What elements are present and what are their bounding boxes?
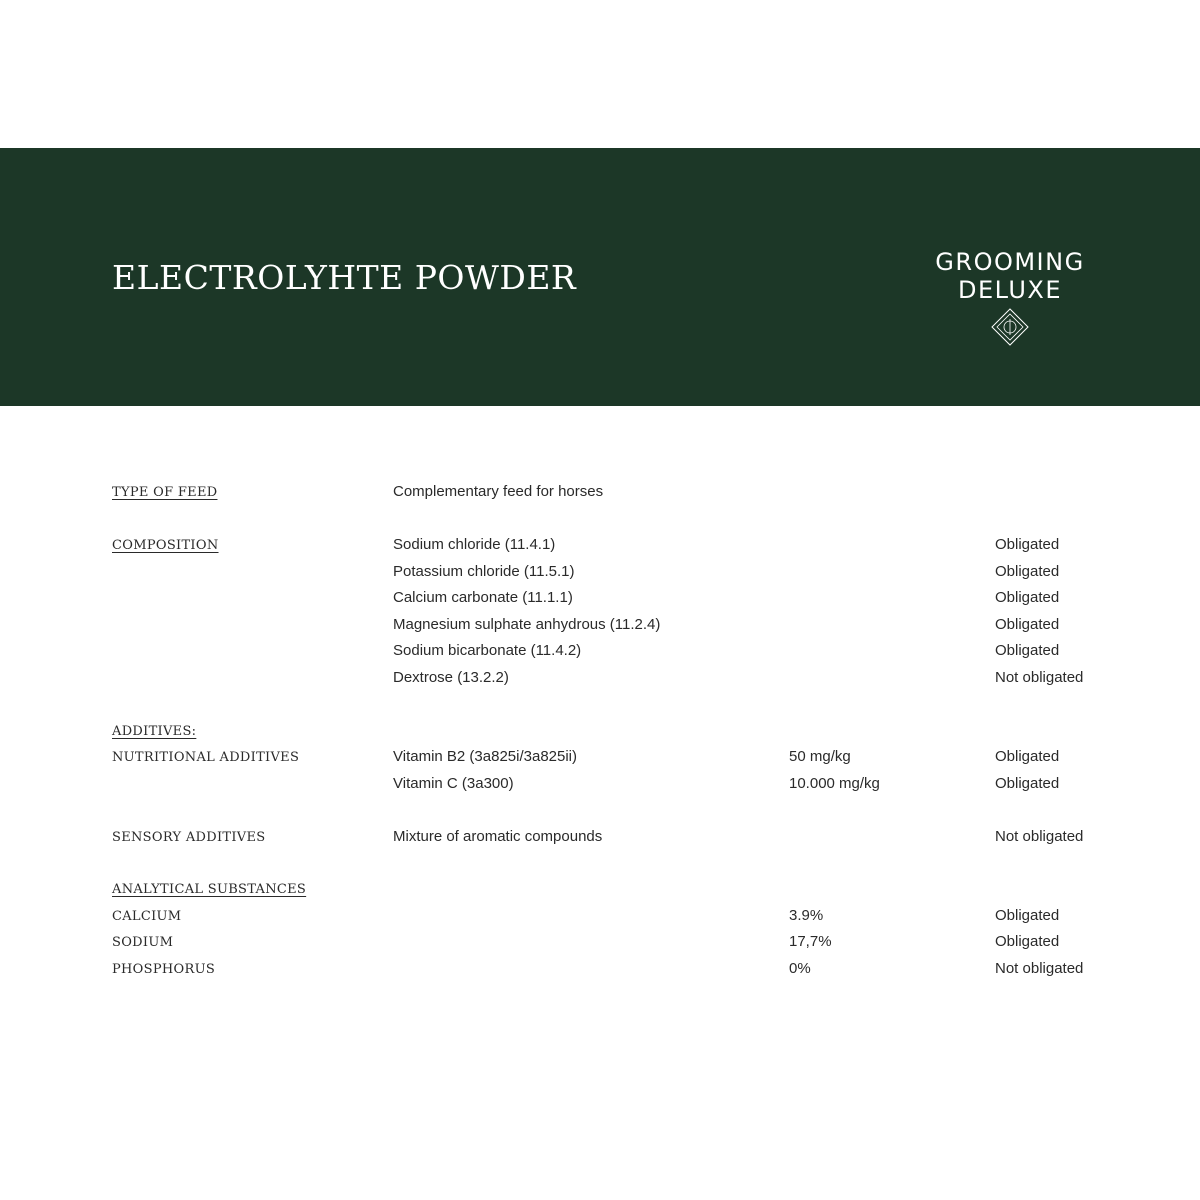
status-cell: Obligated [995,748,1060,765]
row-composition-5 [0,641,1200,667]
status-cell: Obligated [995,775,1060,792]
status-cell: Obligated [995,933,1060,950]
amount-cell: 3.9% [789,907,824,924]
composition-item: Magnesium sulphate anhydrous (11.2.4) [393,616,661,633]
row-composition-4 [0,615,1200,641]
composition-item: Potassium chloride (11.5.1) [393,563,575,580]
row-nutritional-2 [0,774,1200,800]
status-cell: Obligated [995,536,1060,553]
status-cell: Obligated [995,907,1060,924]
amount-cell: 10.000 mg/kg [789,775,880,792]
brand-name-line1: GROOMING [935,248,1085,276]
label-nutritional-additives: NUTRITIONAL ADDITIVES [112,750,300,765]
row-sodium [0,932,1200,958]
row-composition-6 [0,668,1200,694]
status-cell: Not obligated [995,669,1084,686]
row-composition-2 [0,562,1200,588]
additive-item: Mixture of aromatic compounds [393,828,603,845]
status-cell: Obligated [995,642,1060,659]
additive-item: Vitamin B2 (3a825i/3a825ii) [393,748,578,765]
row-nutritional-1 [0,747,1200,773]
label-phosphorus: PHOSPHORUS [112,962,216,977]
row-composition-3 [0,588,1200,614]
label-sensory-additives: SENSORY ADDITIVES [112,830,266,845]
composition-item: Sodium bicarbonate (11.4.2) [393,642,582,659]
value-type-of-feed: Complementary feed for horses [393,483,604,500]
row-type-of-feed [0,482,1200,508]
status-cell: Obligated [995,616,1060,633]
label-sodium: SODIUM [112,935,174,950]
row-sensory [0,827,1200,853]
status-cell: Not obligated [995,960,1084,977]
row-calcium [0,906,1200,932]
label-additives: ADDITIVES: [112,724,197,739]
label-analytical-substances: ANALYTICAL SUBSTANCES [112,882,307,897]
brand-logo [915,248,1105,346]
label-composition: COMPOSITION [112,538,219,553]
status-cell: Obligated [995,563,1060,580]
composition-item: Sodium chloride (11.4.1) [393,536,556,553]
row-additives-heading [0,721,1200,747]
status-cell: Obligated [995,589,1060,606]
label-calcium: CALCIUM [112,909,182,924]
amount-cell: 0% [789,960,811,977]
amount-cell: 17,7% [789,933,832,950]
brand-emblem-icon [991,308,1029,346]
row-composition-1 [0,535,1200,561]
row-phosphorus [0,959,1200,985]
amount-cell: 50 mg/kg [789,748,851,765]
composition-item: Calcium carbonate (11.1.1) [393,589,573,606]
row-analytical-heading [0,879,1200,905]
brand-name-line2: DELUXE [958,276,1062,304]
product-title: ELECTROLYHTE POWDER [112,258,577,297]
composition-item: Dextrose (13.2.2) [393,669,509,686]
additive-item: Vitamin C (3a300) [393,775,514,792]
label-type-of-feed: TYPE OF FEED [112,485,218,500]
status-cell: Not obligated [995,828,1084,845]
